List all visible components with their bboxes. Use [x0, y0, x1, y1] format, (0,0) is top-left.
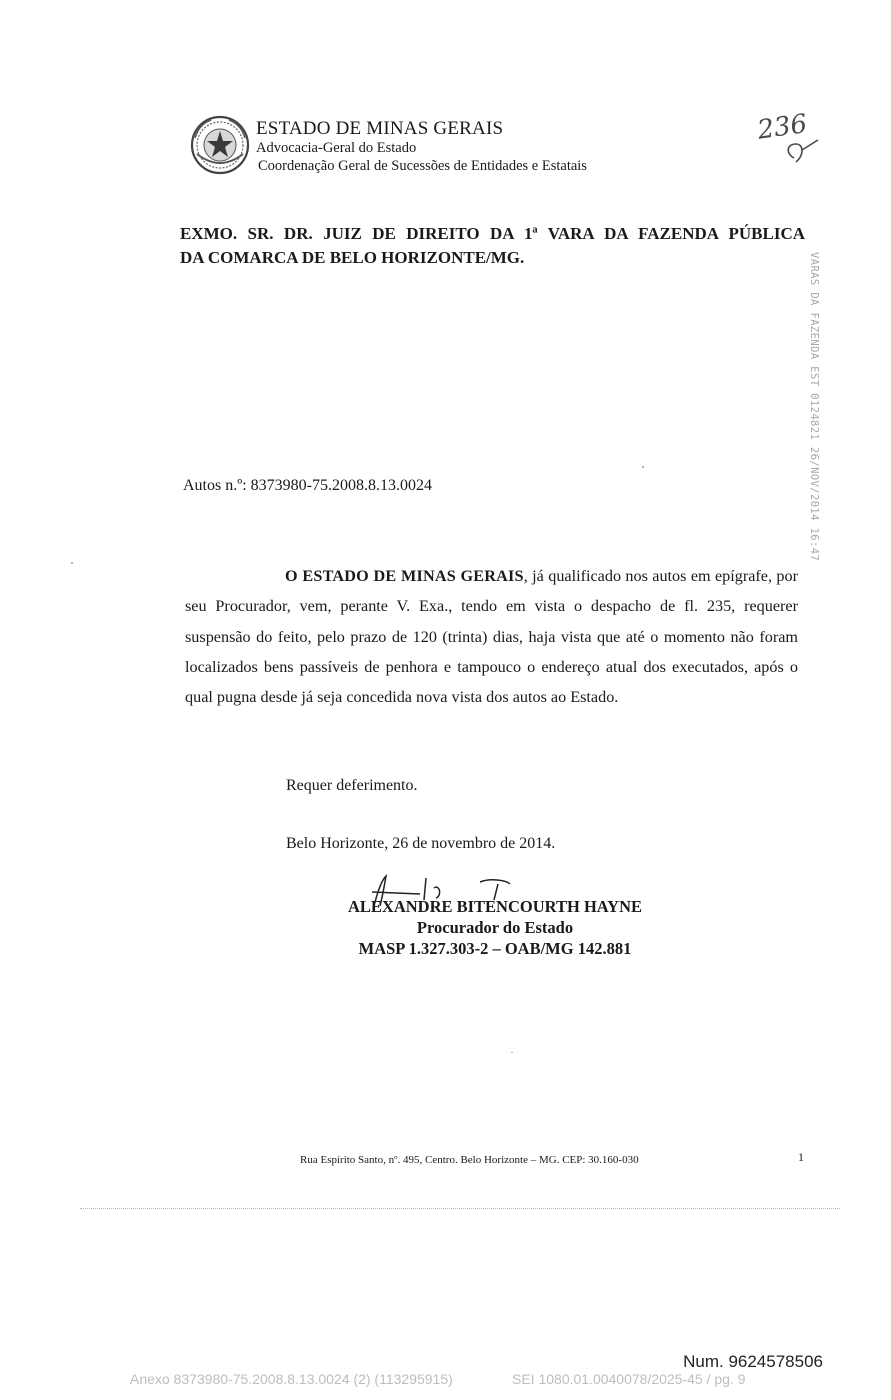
body-paragraph — [185, 561, 798, 712]
scan-speck — [71, 562, 73, 564]
case-number — [183, 477, 432, 495]
folio-text: 236 — [755, 109, 810, 146]
header-coordination: Coordenação Geral de Sucessões de Entidades e Estatais — [258, 158, 587, 174]
header-state-name: ESTADO DE MINAS GERAIS — [256, 118, 504, 139]
handwritten-folio-number — [752, 100, 842, 178]
addressee-line-2: DA COMARCA DE BELO HORIZONTE/MG. — [180, 248, 525, 267]
receipt-stamp — [808, 252, 830, 562]
scan-speck — [642, 466, 644, 468]
body-subject: O ESTADO DE MINAS GERAIS — [285, 567, 524, 585]
case-number-label: Autos n.º: — [183, 477, 247, 494]
document-num: Num. 9624578506 — [683, 1352, 823, 1371]
signatory-name: ALEXANDRE BITENCOURTH HAYNE — [347, 897, 643, 916]
coat-of-arms-seal-icon — [189, 114, 251, 176]
page-number: 1 — [798, 1150, 804, 1164]
annex-reference: Anexo 8373980-75.2008.8.13.0024 (2) (113295915) — [130, 1371, 453, 1387]
signatory-registration: MASP 1.327.303-2 – OAB/MG 142.881 — [358, 939, 632, 958]
body-text: , já qualificado nos autos em epígrafe, por seu Procurador, vem, perante V. Exa., tendo em vista o despacho de fl. 235, requerer suspensão do feito, pelo prazo de 120 (trinta) dias, haja vista que até o momento não foram localizados bens passíveis de penhora e tampouco o endereço atual dos executados, após o qual pugna desde já seja concedida nova vista dos autos ao Estado. — [185, 567, 798, 707]
header-agency: Advocacia-Geral do Estado — [256, 140, 417, 156]
receipt-stamp-text: VARAS DA FAZENDA EST 0124821 26/NOV/2014 16:47 — [808, 252, 820, 562]
closing-line: Requer deferimento. — [286, 777, 418, 794]
addressee-line-1: EXMO. SR. DR. JUIZ DE DIREITO DA 1ª VARA DA FAZENDA PÚBLICA — [180, 224, 805, 243]
case-number-value: 8373980-75.2008.8.13.0024 — [250, 477, 432, 494]
sei-reference: SEI 1080.01.0040078/2025-45 / pg. 9 — [512, 1371, 746, 1387]
scan-speck — [511, 1052, 513, 1053]
signatory-role: Procurador do Estado — [416, 918, 574, 937]
footer-divider — [80, 1208, 840, 1209]
place-and-date: Belo Horizonte, 26 de novembro de 2014. — [286, 835, 556, 852]
footer-address: Rua Espírito Santo, nº. 495, Centro. Belo Horizonte – MG. CEP: 30.160-030 — [300, 1154, 639, 1166]
